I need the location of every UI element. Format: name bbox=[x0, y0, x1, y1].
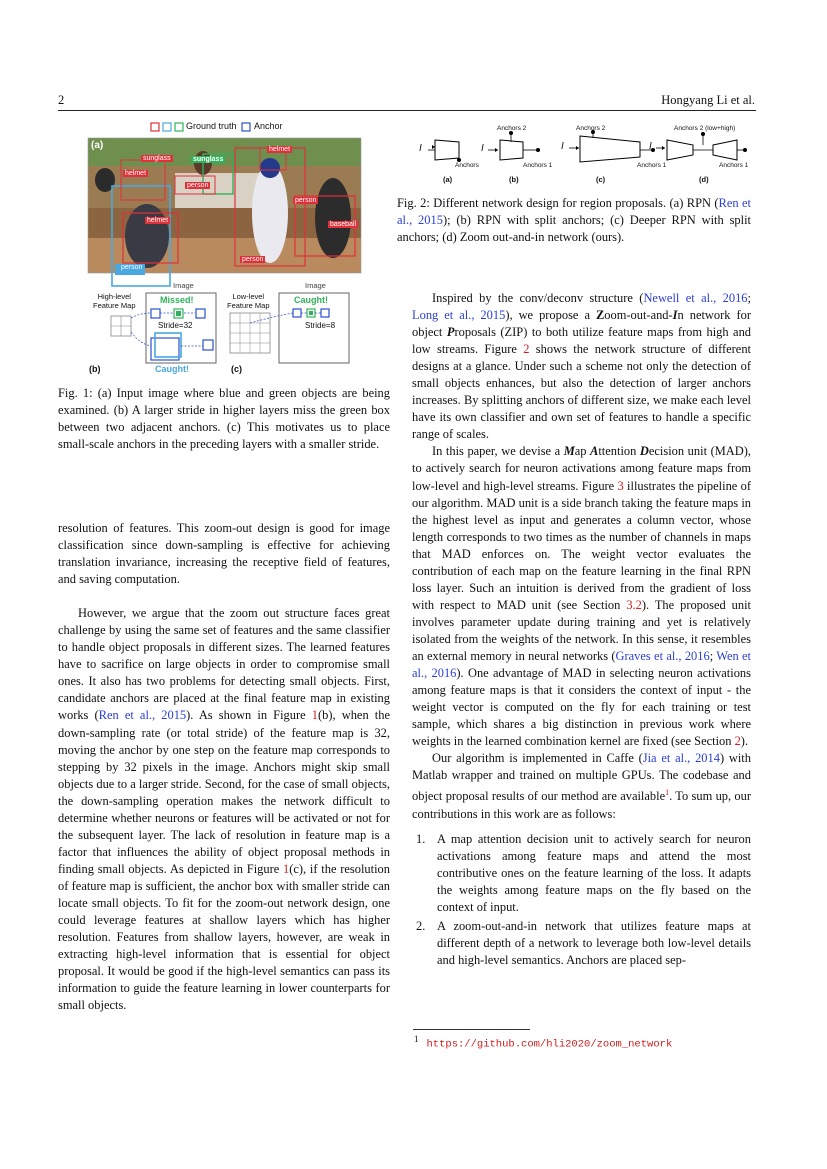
fig1-label-c: (c) bbox=[231, 364, 242, 374]
fig1b-missed: Missed! bbox=[160, 295, 194, 305]
fig2-label-d: (d) bbox=[699, 175, 709, 184]
citation-link[interactable]: Newell et al., 2016 bbox=[643, 291, 748, 305]
label-sunglass-1: sunglass bbox=[143, 155, 171, 162]
list-item: 1. A map attention decision unit to actively search for neuron activations among feature maps and attend the most contributive ones on the feature learning of the loss. It adapts the weights among feature maps on the fly based on the context of input. bbox=[416, 831, 751, 914]
left-column bbox=[58, 520, 390, 1014]
legend-anchor: Anchor bbox=[254, 121, 283, 131]
label-person-3: person bbox=[121, 264, 143, 271]
fig1b-feature-map-label: High-level Feature Map bbox=[93, 292, 136, 310]
citation-link[interactable]: Ren et al., 2015 bbox=[98, 708, 187, 723]
figure-ref-link[interactable]: 1 bbox=[283, 861, 290, 876]
running-header-authors: Hongyang Li et al. bbox=[661, 93, 755, 107]
fig1-label-a: (a) bbox=[91, 140, 104, 151]
fig2d-input: I bbox=[649, 141, 652, 152]
fig2c-anchors1: Anchors 1 bbox=[637, 162, 667, 169]
fig1-label-b: (b) bbox=[89, 364, 101, 374]
fig1b-caught: Caught! bbox=[155, 364, 189, 374]
citation-link[interactable]: Jia et al., 2014 bbox=[642, 751, 720, 766]
fig2b-anchors2: Anchors 2 bbox=[497, 125, 527, 132]
fig1c-feature-map-label: Low-level Feature Map bbox=[227, 292, 270, 310]
page-number: 2 bbox=[58, 93, 65, 107]
fig2-label-b: (b) bbox=[509, 175, 519, 184]
fig2b-anchors1: Anchors 1 bbox=[523, 162, 553, 169]
fig1c-stride: Stride=8 bbox=[305, 321, 336, 330]
fig2d-anchors1: Anchors 1 bbox=[719, 162, 749, 169]
list-item: 2. A zoom-out-and-in network that utilizes feature maps at different depth of a network to leverage both low-level details and high-level semantics. Anchors are placed sep- bbox=[416, 918, 751, 967]
citation-link[interactable]: Long et al., 2015 bbox=[412, 308, 506, 323]
fig1b-stride: Stride=32 bbox=[158, 321, 193, 330]
fig2a-input: I bbox=[419, 143, 422, 154]
footnote-mark: 1 bbox=[414, 1034, 419, 1044]
fig2b-input: I bbox=[481, 143, 484, 154]
fig2-label-a: (a) bbox=[443, 175, 453, 184]
label-helmet-2: helmet bbox=[125, 170, 147, 177]
label-sunglass-2: sunglass bbox=[193, 156, 224, 163]
label-person-1: person bbox=[187, 182, 209, 189]
fig1b-image-label: Image bbox=[173, 281, 194, 290]
fig2c-input: I bbox=[561, 141, 564, 152]
legend-ground-truth: Ground truth bbox=[186, 121, 237, 131]
contributions-list bbox=[412, 831, 751, 969]
left-paragraph-2: However, we argue that the zoom out structure faces great challenge by using the same set of features and the same classifier to handle object proposals in different sizes. The learned features have to sacrifice on large objects in order to compromise small ones. It also has two problems for detecting small objects. First, candidate anchors are placed at the final feature map in existing works (Ren et al., 2015). As shown in Figure 1(b), when the down-sampling rate (or total stride) of the feature map is 32, moving the anchor by one step on the feature map corresponds to stepping by 32 pixels in the image. Anchors might skip small objects due to a larger stride. Second, for the case of small objects, the down-sampling operation makes the network difficult to determine whether neurons or features will be activated or not for the subsequent layer. The lack of resolution in feature map is a factor that influences the ability of object proposal methods in finding small objects. As depicted in Figure 1(c), if the resolution of feature map is sufficient, the anchor box with smaller stride can locate small objects. To fit for the zoom-out network design, one could leverage features at shallow layers which has higher resolution. Features from shallow layers, however, are weak in extracting high-level information that is essential for object proposal. It would be good if the high-level semantics can pass its information to guide the feature learning in lower counterparts for small objects. bbox=[58, 606, 390, 1013]
footnote-url-link[interactable]: https://github.com/hli2020/zoom_network bbox=[426, 1038, 673, 1051]
header-rule bbox=[58, 110, 756, 111]
fig2d-anchors2: Anchors 2 (low+high) bbox=[674, 125, 736, 132]
figure-ref-link[interactable]: 1 bbox=[311, 708, 318, 723]
label-person-2: person bbox=[295, 197, 317, 204]
footnote bbox=[414, 1034, 673, 1051]
citation-link[interactable]: Wen et al., 2016 bbox=[412, 648, 751, 681]
section-ref-link[interactable]: 3.2 bbox=[626, 597, 642, 612]
citation-link[interactable]: Ren et al., 2015 bbox=[397, 196, 751, 228]
right-paragraph-3: Our algorithm is implemented in Caffe (Jia et al., 2014) with Matlab wrapper and trained on multiple GPUs. The codebase and object proposal results of our method are available$^1$. To sum up, our contributions in this work are as follows: bbox=[412, 751, 751, 821]
section-ref-link[interactable]: 2 bbox=[734, 734, 741, 749]
fig1c-caught: Caught! bbox=[294, 295, 328, 305]
fig2-label-c: (c) bbox=[596, 175, 606, 184]
figure-2 bbox=[415, 120, 750, 190]
figure-1-caption: Fig. 1: (a) Input image where blue and green objects are being examined. (b) A larger stride in higher layers miss the green box between two adjacent anchors. (c) This motivates us to place small-scale anchors in the preceding layers with a smaller stride. bbox=[58, 386, 390, 452]
label-person-4: person bbox=[242, 256, 264, 263]
figure-ref-link[interactable]: 3 bbox=[617, 478, 624, 493]
label-helmet-1: helmet bbox=[269, 146, 291, 153]
figure-ref-link[interactable]: 2 bbox=[523, 342, 530, 357]
footnote-rule bbox=[413, 1029, 530, 1030]
left-paragraph-1: resolution of features. This zoom-out design is good for image classification since down-sampling is effective for achieving translation invariance, increasing the receptive field of features, and saving computation. bbox=[58, 521, 390, 587]
figure-2-caption: Fig. 2: Different network design for region proposals. (a) RPN (Ren et al., 2015); (b) RPN with split anchors; (c) Deeper RPN with split anchors; (d) Zoom out-and-in network (ours). bbox=[397, 196, 751, 245]
label-helmet-3: helmet bbox=[147, 217, 169, 224]
right-column bbox=[412, 290, 751, 971]
label-baseball: baseball bbox=[330, 221, 357, 228]
right-paragraph-2: In this paper, we devise a Map Attention Decision unit (MAD), to actively search for neuron activations among feature maps from low-level and high-level streams. Figure 3 illustrates the pipeline of our algorithm. MAD unit is a side branch taking the feature maps in the highest level as input and generates a column vector, whose length corresponds to two times as the number of channels in maps that MAD enforces on. The weight vector evaluates the contribution of each map on the feature learning in the final RPN loss layer. Such an intuition is derived from the gradient of loss with respect to MAD unit (see Section 3.2). The proposed unit involves parameter update during training and yet is relatively isolated from the weights of the network. In this sense, it resembles an external memory in neural networks (Graves et al., 2016; Wen et al., 2016). One advantage of MAD in selecting neuron activations among feature maps is that it considers the context of input - the weight vector is computed on the fly for each training or test sample, which shares a big distinction in previous work where weights in the learned combination kernel are fixed (see Section 2). bbox=[412, 444, 751, 749]
fig2a-anchors: Anchors bbox=[455, 162, 479, 169]
right-paragraph-1: Inspired by the conv/deconv structure (Newell et al., 2016; Long et al., 2015), we propose a Zoom-out-and-In network for object Proposals (ZIP) to both utilize feature maps from high and low streams. Figure 2 shows the network structure of different designs at a glance. Under such a scheme not only the detection of small objects enhances, but also the detection of larger anchors increases. By splitting anchors of different size, we make each level have its own classifier and own set of features to handle a specific range of scales. bbox=[412, 291, 752, 442]
figure-1 bbox=[85, 118, 375, 378]
citation-link[interactable]: Graves et al., 2016 bbox=[615, 648, 710, 663]
fig1c-image-label: Image bbox=[305, 281, 326, 290]
figure-1-graphic bbox=[85, 118, 375, 378]
fig2c-anchors2: Anchors 2 bbox=[576, 125, 606, 132]
footnote-ref-link[interactable]: 1 bbox=[665, 788, 670, 798]
